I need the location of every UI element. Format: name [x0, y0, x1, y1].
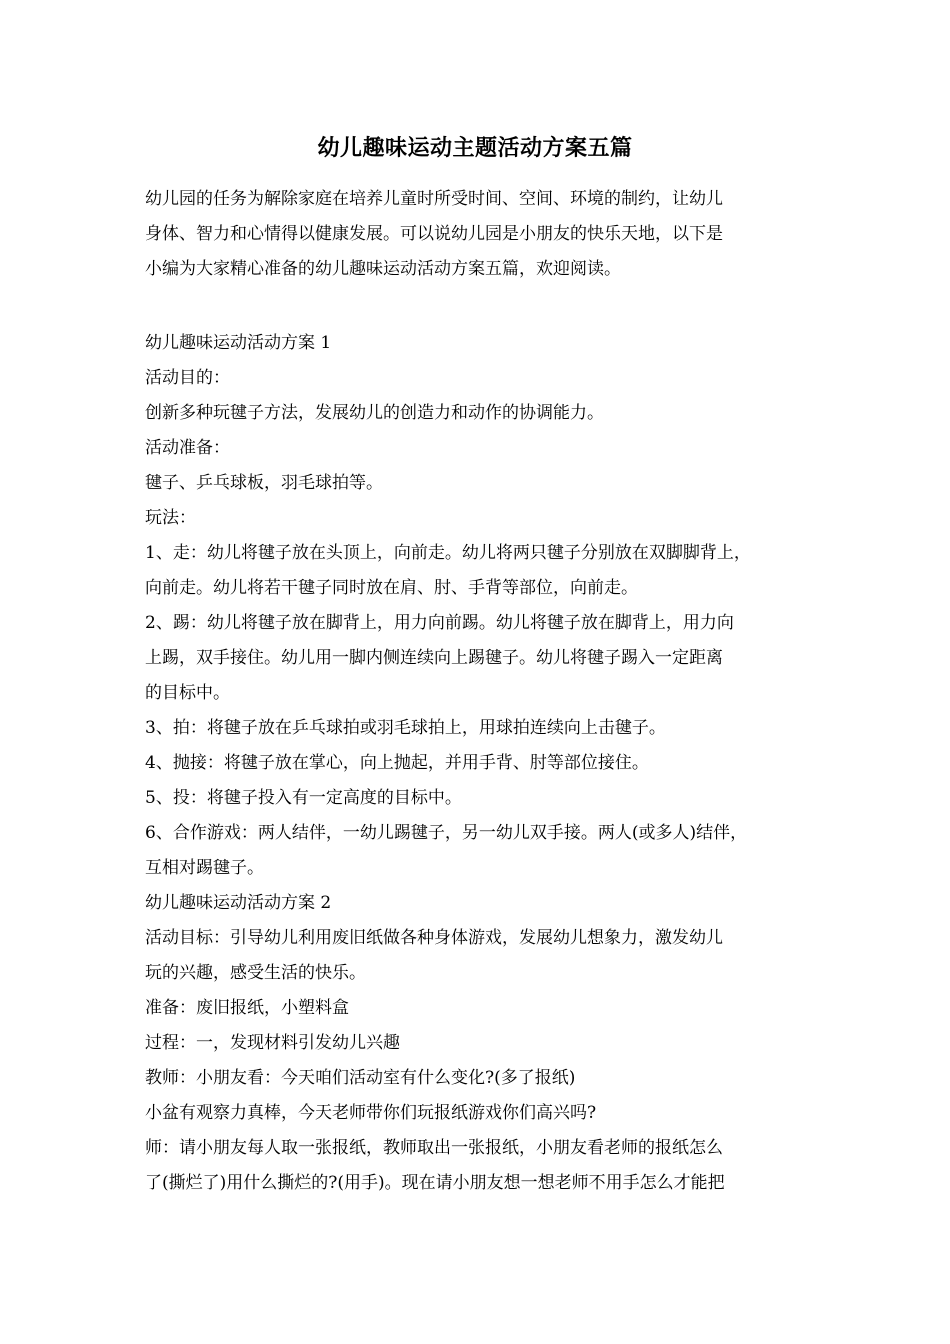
label-gameplay: 玩法：: [145, 508, 196, 528]
list-item-walk-cont: 向前走。幼儿将若干毽子同时放在肩、肘、手背等部位，向前走。: [145, 578, 638, 598]
text-line: 创新多种玩毽子方法，发展幼儿的创造力和动作的协调能力。: [145, 403, 604, 423]
text-line-preparation: 准备：废旧报纸，小塑料盒: [145, 998, 349, 1018]
text-line-teacher: 教师：小朋友看：今天咱们活动室有什么变化?(多了报纸): [145, 1068, 576, 1088]
text-line-activity-goal-cont: 玩的兴趣，感受生活的快乐。: [145, 963, 366, 983]
text-line-teacher-instruction: 师：请小朋友每人取一张报纸，教师取出一张报纸，小朋友看老师的报纸怎么: [145, 1138, 723, 1158]
list-item-kick: 2、踢：幼儿将毽子放在脚背上，用力向前踢。幼儿将毽子放在脚背上，用力向: [145, 613, 734, 633]
list-item-walk: 1、走：幼儿将毽子放在头顶上，向前走。幼儿将两只毽子分别放在双脚脚背上，: [145, 543, 751, 563]
text-line-activity-goal: 活动目标：引导幼儿利用废旧纸做各种身体游戏，发展幼儿想象力，激发幼儿: [145, 928, 723, 948]
intro-line: 幼儿园的任务为解除家庭在培养儿童时所受时间、空间、环境的制约，让幼儿: [145, 189, 723, 209]
list-item-kick-cont: 上踢，双手接住。幼儿用一脚内侧连续向上踢毽子。幼儿将毽子踢入一定距离: [145, 648, 723, 668]
text-line-teacher-instruction-cont: 了(撕烂了)用什么撕烂的?(用手)。现在请小朋友想一想老师不用手怎么才能把: [145, 1173, 725, 1193]
list-item-toss-catch: 4、抛接：将毽子放在掌心，向上抛起，并用手背、肘等部位接住。: [145, 753, 649, 773]
list-item-pat: 3、拍：将毽子放在乒乓球拍或羽毛球拍上，用球拍连续向上击毽子。: [145, 718, 666, 738]
section-heading-plan-2: 幼儿趣味运动活动方案 2: [145, 893, 332, 913]
label-activity-purpose: 活动目的：: [145, 368, 230, 388]
label-activity-preparation: 活动准备：: [145, 438, 230, 458]
text-line-process: 过程：一，发现材料引发幼儿兴趣: [145, 1033, 400, 1053]
intro-line: 小编为大家精心准备的幼儿趣味运动活动方案五篇，欢迎阅读。: [145, 259, 621, 279]
list-item-cooperative-game: 6、合作游戏：两人结伴，一幼儿踢毽子，另一幼儿双手接。两人(或多人)结伴，: [145, 823, 748, 843]
intro-paragraph: [145, 182, 825, 287]
text-line: 小盆有观察力真棒，今天老师带你们玩报纸游戏你们高兴吗?: [145, 1103, 597, 1123]
body-content: [145, 326, 825, 1201]
text-line: 毽子、乒乓球板，羽毛球拍等。: [145, 473, 383, 493]
list-item-cooperative-game-cont: 互相对踢毽子。: [145, 858, 264, 878]
document-title: 幼儿趣味运动主题活动方案五篇: [317, 135, 633, 161]
section-heading-plan-1: 幼儿趣味运动活动方案 1: [145, 333, 332, 353]
list-item-kick-cont: 的目标中。: [145, 683, 230, 703]
list-item-throw: 5、投：将毽子投入有一定高度的目标中。: [145, 788, 462, 808]
intro-line: 身体、智力和心情得以健康发展。可以说幼儿园是小朋友的快乐天地，以下是: [145, 224, 723, 244]
